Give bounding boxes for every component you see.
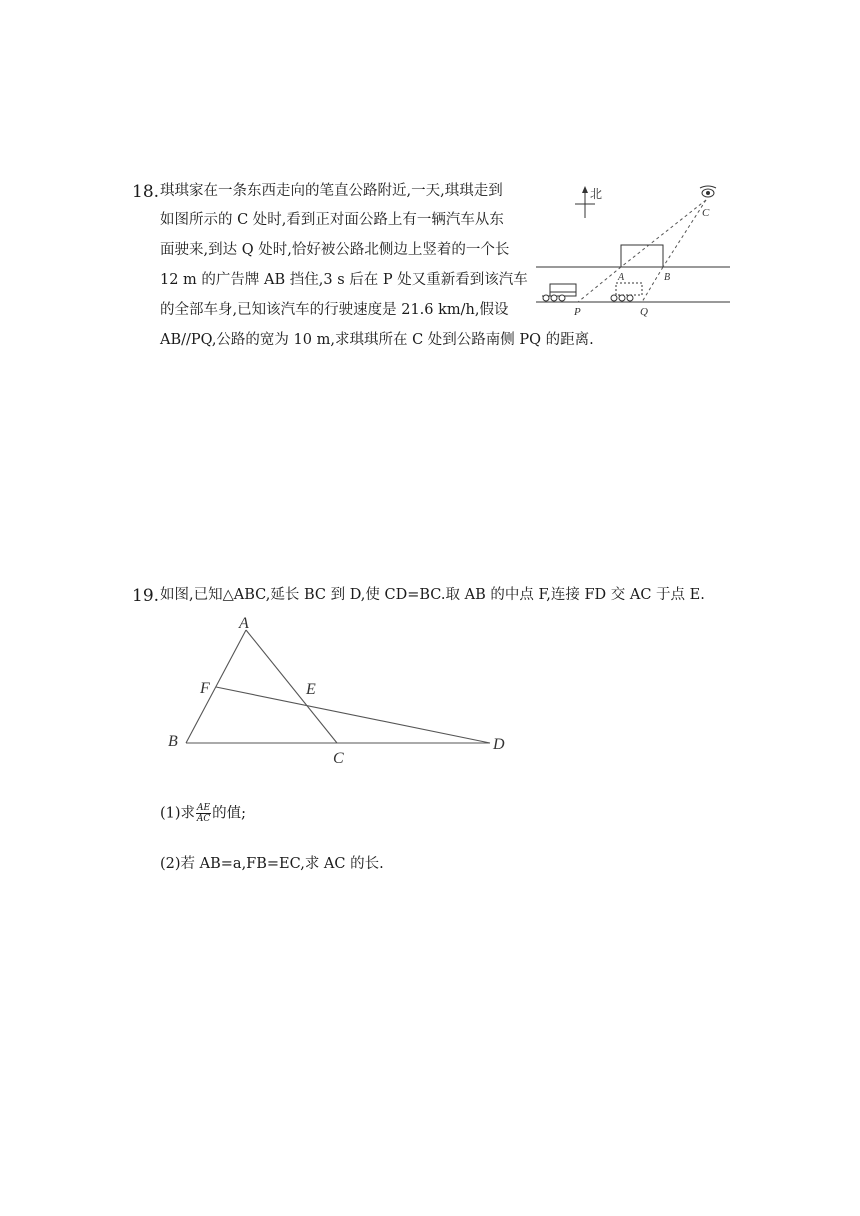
question-18-number: 18. (132, 182, 160, 202)
label-f: F (200, 680, 210, 697)
q18-line-6: AB//PQ,公路的宽为 10 m,求琪琪所在 C 处到公路南侧 PQ 的距离. (160, 332, 594, 348)
q18-line-5: 的全部车身,已知该汽车的行驶速度是 21.6 km/h,假设 (160, 302, 509, 318)
point-b-label: B (664, 272, 671, 283)
part1-suffix: 的值; (212, 805, 247, 822)
segment-fd (216, 687, 490, 743)
point-p-label: P (574, 306, 581, 318)
q19-part-1 (160, 803, 246, 824)
q18-line-3: 面驶来,到达 Q 处时,恰好被公路北侧边上竖着的一个长 (160, 242, 510, 258)
label-c: C (333, 750, 344, 767)
q19-triangle-figure (160, 610, 520, 770)
billboard-ab (621, 245, 663, 267)
segment-ac (246, 630, 337, 743)
label-a: A (239, 615, 249, 632)
label-e: E (306, 681, 316, 698)
eye-icon (700, 186, 716, 197)
q18-line-1: 琪琪家在一条东西走向的笔直公路附近,一天,琪琪走到 (160, 183, 503, 199)
q19-part-2: (2)若 AB=a,FB=EC,求 AC 的长. (160, 856, 384, 872)
point-c-label: C (702, 207, 710, 219)
segment-ab (186, 630, 246, 743)
fraction-numerator: AE (197, 803, 211, 813)
fraction-ae-over-ac (196, 803, 211, 824)
fraction-denominator: AC (196, 814, 211, 824)
car-at-p-icon (542, 284, 576, 301)
q18-line-4: 12 m 的广告牌 AB 挡住,3 s 后在 P 处又重新看到该汽车 (160, 272, 528, 288)
car-at-q-icon (611, 283, 642, 301)
point-q-label: Q (640, 306, 648, 318)
part1-prefix: (1)求 (160, 805, 196, 822)
q18-road-figure (530, 178, 740, 323)
q19-stem: 如图,已知△ABC,延长 BC 到 D,使 CD=BC.取 AB 的中点 F,连接 FD 交 AC 于点 E. (160, 587, 705, 603)
q18-line-2: 如图所示的 C 处时,看到正对面公路上有一辆汽车从东 (160, 212, 504, 228)
label-d: D (493, 736, 505, 753)
label-b: B (168, 733, 178, 750)
north-label: 北 (590, 187, 603, 201)
question-19-number: 19. (132, 586, 160, 606)
point-a-label: A (618, 272, 625, 283)
